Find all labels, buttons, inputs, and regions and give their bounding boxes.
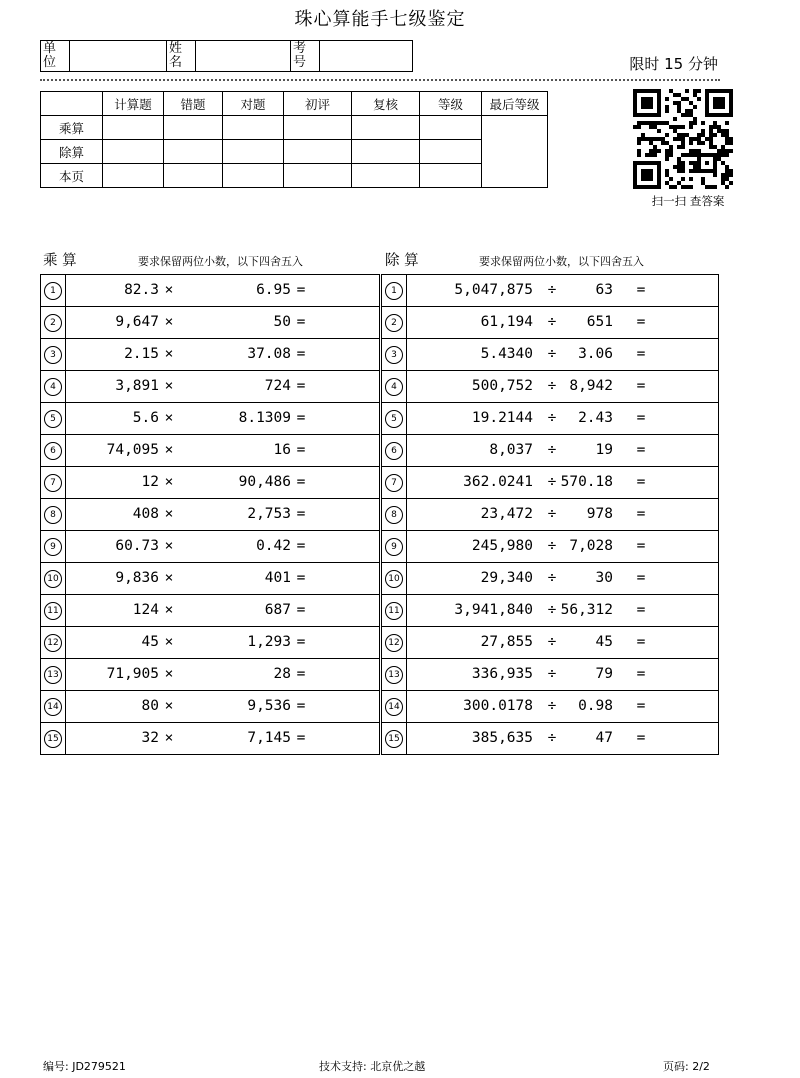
operand-b: 47 [595, 730, 613, 746]
problem-number: 6 [44, 442, 62, 460]
equals-sign: = [296, 506, 306, 522]
operand-b: 28 [273, 666, 291, 682]
problem-number-cell [41, 275, 66, 307]
problem-number-cell [41, 435, 66, 467]
problem-number: 7 [385, 474, 403, 492]
multiplication-problem-row [41, 499, 380, 531]
score-cell[interactable] [420, 140, 482, 164]
problem-number-cell [382, 403, 407, 435]
score-header-cell: 计算题 [103, 92, 164, 116]
multiply-sign: × [164, 410, 174, 426]
score-cell[interactable] [284, 140, 352, 164]
problem-cell[interactable] [66, 339, 380, 371]
problem-number-cell [382, 563, 407, 595]
operand-b: 3.06 [578, 346, 613, 362]
division-note: 要求保留两位小数，以下四舍五入 [479, 255, 644, 268]
score-header-cell: 等级 [420, 92, 482, 116]
equals-sign: = [636, 506, 646, 522]
equals-sign: = [296, 538, 306, 554]
operand-a: 60.73 [115, 538, 159, 554]
problem-number-cell [382, 627, 407, 659]
multiply-sign: × [164, 538, 174, 554]
equals-sign: = [296, 378, 306, 394]
problem-number: 8 [44, 506, 62, 524]
multiplication-note: 要求保留两位小数，以下四舍五入 [138, 255, 303, 268]
operand-b: 687 [264, 602, 291, 618]
problem-number: 12 [385, 634, 403, 652]
score-cell[interactable] [284, 116, 352, 140]
name-field[interactable] [196, 41, 291, 72]
division-heading: 除 算 [385, 253, 419, 269]
score-cell[interactable] [164, 140, 223, 164]
problem-number: 2 [385, 314, 403, 332]
equals-sign: = [636, 346, 646, 362]
divide-sign: ÷ [547, 730, 557, 746]
division-problem-row [382, 371, 719, 403]
problem-cell[interactable] [66, 467, 380, 499]
problem-number: 1 [385, 282, 403, 300]
problem-cell[interactable] [66, 499, 380, 531]
problem-number: 6 [385, 442, 403, 460]
multiply-sign: × [164, 666, 174, 682]
problem-number: 13 [385, 666, 403, 684]
problem-cell[interactable] [66, 403, 380, 435]
operand-b: 30 [595, 570, 613, 586]
exam-number-label: 考 号 [291, 41, 320, 72]
problem-cell[interactable] [66, 723, 380, 755]
operand-a: 27,855 [480, 634, 533, 650]
candidate-info-table [40, 40, 413, 72]
multiplication-problem-row [41, 467, 380, 499]
multiply-sign: × [164, 698, 174, 714]
problem-number-cell [41, 595, 66, 627]
division-problem-row [382, 723, 719, 755]
equals-sign: = [296, 442, 306, 458]
problem-number-cell [41, 659, 66, 691]
unit-label: 单 位 [41, 41, 70, 72]
equals-sign: = [296, 346, 306, 362]
problem-cell[interactable] [66, 307, 380, 339]
operand-a: 336,935 [471, 666, 533, 682]
divide-sign: ÷ [547, 538, 557, 554]
problem-number-cell [382, 435, 407, 467]
problem-cell[interactable] [66, 659, 380, 691]
problem-number-cell [382, 659, 407, 691]
equals-sign: = [636, 442, 646, 458]
equals-sign: = [296, 602, 306, 618]
problem-number: 12 [44, 634, 62, 652]
operand-a: 124 [132, 602, 159, 618]
problem-cell[interactable] [407, 371, 719, 403]
operand-b: 651 [586, 314, 613, 330]
multiply-sign: × [164, 602, 174, 618]
score-row [41, 164, 548, 188]
operand-a: 74,095 [106, 442, 159, 458]
equals-sign: = [296, 282, 306, 298]
equals-sign: = [636, 378, 646, 394]
operand-a: 82.3 [124, 282, 159, 298]
score-cell[interactable] [352, 164, 420, 188]
divide-sign: ÷ [547, 474, 557, 490]
problem-number: 10 [385, 570, 403, 588]
operand-b: 1,293 [247, 634, 291, 650]
operand-a: 5.6 [132, 410, 159, 426]
problem-cell[interactable] [66, 627, 380, 659]
operand-b: 6.95 [256, 282, 291, 298]
operand-a: 80 [141, 698, 159, 714]
problem-number: 7 [44, 474, 62, 492]
division-problem-row [382, 339, 719, 371]
score-cell[interactable] [223, 140, 284, 164]
operand-b: 90,486 [238, 474, 291, 490]
problem-number: 4 [44, 378, 62, 396]
qr-caption: 扫一扫 查答案 [651, 194, 725, 208]
operand-a: 5.4340 [480, 346, 533, 362]
problem-number: 8 [385, 506, 403, 524]
equals-sign: = [296, 730, 306, 746]
operand-b: 19 [595, 442, 613, 458]
divide-sign: ÷ [547, 602, 557, 618]
problem-cell[interactable] [407, 563, 719, 595]
problem-number-cell [41, 563, 66, 595]
equals-sign: = [636, 634, 646, 650]
multiplication-problem-row [41, 307, 380, 339]
problem-cell[interactable] [66, 275, 380, 307]
operand-a: 9,836 [115, 570, 159, 586]
equals-sign: = [296, 634, 306, 650]
problem-number: 5 [385, 410, 403, 428]
problem-cell[interactable] [66, 691, 380, 723]
problem-number-cell [382, 339, 407, 371]
problem-number: 5 [44, 410, 62, 428]
operand-b: 724 [264, 378, 291, 394]
division-problem-row [382, 499, 719, 531]
multiplication-problem-row [41, 275, 380, 307]
operand-a: 71,905 [106, 666, 159, 682]
problem-cell[interactable] [66, 563, 380, 595]
problem-number-cell [41, 691, 66, 723]
division-table [381, 274, 719, 755]
divide-sign: ÷ [547, 442, 557, 458]
equals-sign: = [636, 730, 646, 746]
problem-number-cell [41, 627, 66, 659]
equals-sign: = [636, 698, 646, 714]
multiplication-heading: 乘 算 [43, 253, 77, 269]
divide-sign: ÷ [547, 570, 557, 586]
operand-a: 408 [132, 506, 159, 522]
problem-number-cell [41, 339, 66, 371]
multiply-sign: × [164, 730, 174, 746]
problem-number: 4 [385, 378, 403, 396]
divide-sign: ÷ [547, 634, 557, 650]
multiply-sign: × [164, 346, 174, 362]
division-problem-row [382, 691, 719, 723]
operand-b: 79 [595, 666, 613, 682]
problem-cell[interactable] [407, 723, 719, 755]
score-cell[interactable] [352, 116, 420, 140]
operand-a: 9,647 [115, 314, 159, 330]
problem-number-cell [382, 499, 407, 531]
problem-number: 15 [385, 730, 403, 748]
dotted-divider [40, 79, 720, 81]
operand-b: 16 [273, 442, 291, 458]
multiplication-problem-row [41, 435, 380, 467]
problem-cell[interactable] [66, 435, 380, 467]
problem-number-cell [41, 531, 66, 563]
divide-sign: ÷ [547, 378, 557, 394]
problem-cell[interactable] [407, 307, 719, 339]
problem-cell[interactable] [407, 659, 719, 691]
equals-sign: = [296, 314, 306, 330]
problem-cell[interactable] [407, 275, 719, 307]
problem-cell[interactable] [407, 339, 719, 371]
score-cell[interactable] [420, 164, 482, 188]
operand-b: 570.18 [560, 474, 613, 490]
multiply-sign: × [164, 282, 174, 298]
equals-sign: = [636, 314, 646, 330]
problem-number: 14 [44, 698, 62, 716]
multiply-sign: × [164, 442, 174, 458]
problem-number: 1 [44, 282, 62, 300]
score-cell[interactable] [103, 140, 164, 164]
problem-number: 11 [44, 602, 62, 620]
equals-sign: = [636, 474, 646, 490]
multiply-sign: × [164, 634, 174, 650]
problem-number-cell [41, 723, 66, 755]
exam-number-field[interactable] [320, 41, 413, 72]
final-grade-cell[interactable] [482, 116, 548, 188]
equals-sign: = [296, 666, 306, 682]
multiplication-problem-row [41, 723, 380, 755]
tech-support: 技术支持: 北京优之越 [319, 1060, 426, 1073]
equals-sign: = [296, 698, 306, 714]
problem-cell[interactable] [407, 691, 719, 723]
division-problem-row [382, 307, 719, 339]
multiplication-problem-row [41, 659, 380, 691]
problem-cell[interactable] [407, 467, 719, 499]
score-row [41, 116, 548, 140]
operand-b: 7,145 [247, 730, 291, 746]
equals-sign: = [296, 410, 306, 426]
operand-b: 7,028 [569, 538, 613, 554]
problem-cell[interactable] [407, 531, 719, 563]
score-cell[interactable] [103, 164, 164, 188]
score-row-label: 本页 [41, 164, 103, 188]
problem-number-cell [41, 499, 66, 531]
operand-a: 362.0241 [463, 474, 533, 490]
operand-b: 8.1309 [238, 410, 291, 426]
divide-sign: ÷ [547, 410, 557, 426]
problem-cell[interactable] [66, 595, 380, 627]
problem-number-cell [382, 691, 407, 723]
unit-field[interactable] [70, 41, 167, 72]
score-header-corner [41, 92, 103, 116]
problem-cell[interactable] [407, 627, 719, 659]
problem-number-cell [382, 307, 407, 339]
divide-sign: ÷ [547, 314, 557, 330]
problem-cell[interactable] [407, 595, 719, 627]
division-problem-row [382, 467, 719, 499]
equals-sign: = [296, 570, 306, 586]
equals-sign: = [636, 538, 646, 554]
problem-number: 3 [44, 346, 62, 364]
problem-number: 2 [44, 314, 62, 332]
score-row-label: 乘算 [41, 116, 103, 140]
name-label: 姓 名 [167, 41, 196, 72]
score-header-cell: 错题 [164, 92, 223, 116]
equals-sign: = [296, 474, 306, 490]
multiplication-problem-row [41, 339, 380, 371]
divide-sign: ÷ [547, 666, 557, 682]
multiplication-problem-row [41, 691, 380, 723]
qr-code-icon [633, 89, 733, 189]
problem-number: 3 [385, 346, 403, 364]
multiply-sign: × [164, 474, 174, 490]
equals-sign: = [636, 602, 646, 618]
operand-a: 385,635 [471, 730, 533, 746]
multiply-sign: × [164, 314, 174, 330]
score-row [41, 140, 548, 164]
operand-a: 2.15 [124, 346, 159, 362]
multiply-sign: × [164, 570, 174, 586]
problem-cell[interactable] [66, 531, 380, 563]
problem-cell[interactable] [407, 403, 719, 435]
operand-b: 2.43 [578, 410, 613, 426]
multiply-sign: × [164, 378, 174, 394]
operand-a: 500,752 [471, 378, 533, 394]
operand-a: 5,047,875 [454, 282, 533, 298]
divide-sign: ÷ [547, 698, 557, 714]
operand-b: 2,753 [247, 506, 291, 522]
problem-number-cell [382, 275, 407, 307]
operand-b: 63 [595, 282, 613, 298]
problem-cell[interactable] [407, 435, 719, 467]
problem-number-cell [382, 595, 407, 627]
operand-a: 300.0178 [463, 698, 533, 714]
multiplication-problem-row [41, 627, 380, 659]
problem-number: 9 [385, 538, 403, 556]
divide-sign: ÷ [547, 282, 557, 298]
operand-a: 19.2144 [471, 410, 533, 426]
multiplication-problem-row [41, 403, 380, 435]
multiplication-problem-row [41, 563, 380, 595]
page-number: 页码: 2/2 [663, 1060, 710, 1073]
operand-b: 0.42 [256, 538, 291, 554]
page-title: 珠心算能手七级鉴定 [294, 9, 466, 30]
operand-b: 0.98 [578, 698, 613, 714]
multiplication-table [40, 274, 380, 755]
division-problem-row [382, 659, 719, 691]
multiplication-problem-row [41, 595, 380, 627]
equals-sign: = [636, 570, 646, 586]
operand-a: 245,980 [471, 538, 533, 554]
score-header-cell: 对题 [223, 92, 284, 116]
divide-sign: ÷ [547, 346, 557, 362]
division-problem-row [382, 563, 719, 595]
operand-a: 45 [141, 634, 159, 650]
problem-cell[interactable] [407, 499, 719, 531]
problem-number: 10 [44, 570, 62, 588]
division-problem-row [382, 595, 719, 627]
problem-number-cell [41, 307, 66, 339]
operand-a: 3,941,840 [454, 602, 533, 618]
problem-number-cell [41, 371, 66, 403]
problem-number-cell [382, 371, 407, 403]
problem-number-cell [382, 723, 407, 755]
problem-number-cell [382, 531, 407, 563]
operand-b: 978 [586, 506, 613, 522]
problem-number-cell [382, 467, 407, 499]
document-code: 编号: JD279521 [43, 1060, 126, 1073]
problem-number-cell [41, 467, 66, 499]
division-problem-row [382, 531, 719, 563]
score-cell[interactable] [352, 140, 420, 164]
score-cell[interactable] [164, 164, 223, 188]
division-problem-row [382, 435, 719, 467]
divide-sign: ÷ [547, 506, 557, 522]
score-cell[interactable] [420, 116, 482, 140]
score-header-cell: 初评 [284, 92, 352, 116]
problem-number: 14 [385, 698, 403, 716]
multiplication-problem-row [41, 531, 380, 563]
score-header-cell: 复核 [352, 92, 420, 116]
division-problem-row [382, 627, 719, 659]
equals-sign: = [636, 282, 646, 298]
operand-b: 45 [595, 634, 613, 650]
operand-b: 56,312 [560, 602, 613, 618]
operand-a: 23,472 [480, 506, 533, 522]
problem-cell[interactable] [66, 371, 380, 403]
problem-number: 13 [44, 666, 62, 684]
operand-a: 32 [141, 730, 159, 746]
problem-number-cell [41, 403, 66, 435]
score-cell[interactable] [223, 116, 284, 140]
time-limit: 限时 15 分钟 [629, 55, 718, 73]
operand-a: 61,194 [480, 314, 533, 330]
problem-number: 15 [44, 730, 62, 748]
operand-a: 29,340 [480, 570, 533, 586]
problem-number: 9 [44, 538, 62, 556]
score-row-label: 除算 [41, 140, 103, 164]
score-header-cell: 最后等级 [482, 92, 548, 116]
score-cell[interactable] [284, 164, 352, 188]
operand-b: 8,942 [569, 378, 613, 394]
operand-b: 401 [264, 570, 291, 586]
equals-sign: = [636, 410, 646, 426]
operand-a: 12 [141, 474, 159, 490]
operand-b: 9,536 [247, 698, 291, 714]
multiply-sign: × [164, 506, 174, 522]
operand-a: 8,037 [489, 442, 533, 458]
division-problem-row [382, 403, 719, 435]
score-cell[interactable] [103, 116, 164, 140]
problem-number: 11 [385, 602, 403, 620]
score-cell[interactable] [164, 116, 223, 140]
division-problem-row [382, 275, 719, 307]
equals-sign: = [636, 666, 646, 682]
score-table [40, 91, 548, 188]
operand-a: 3,891 [115, 378, 159, 394]
operand-b: 50 [273, 314, 291, 330]
score-cell[interactable] [223, 164, 284, 188]
multiplication-problem-row [41, 371, 380, 403]
operand-b: 37.08 [247, 346, 291, 362]
